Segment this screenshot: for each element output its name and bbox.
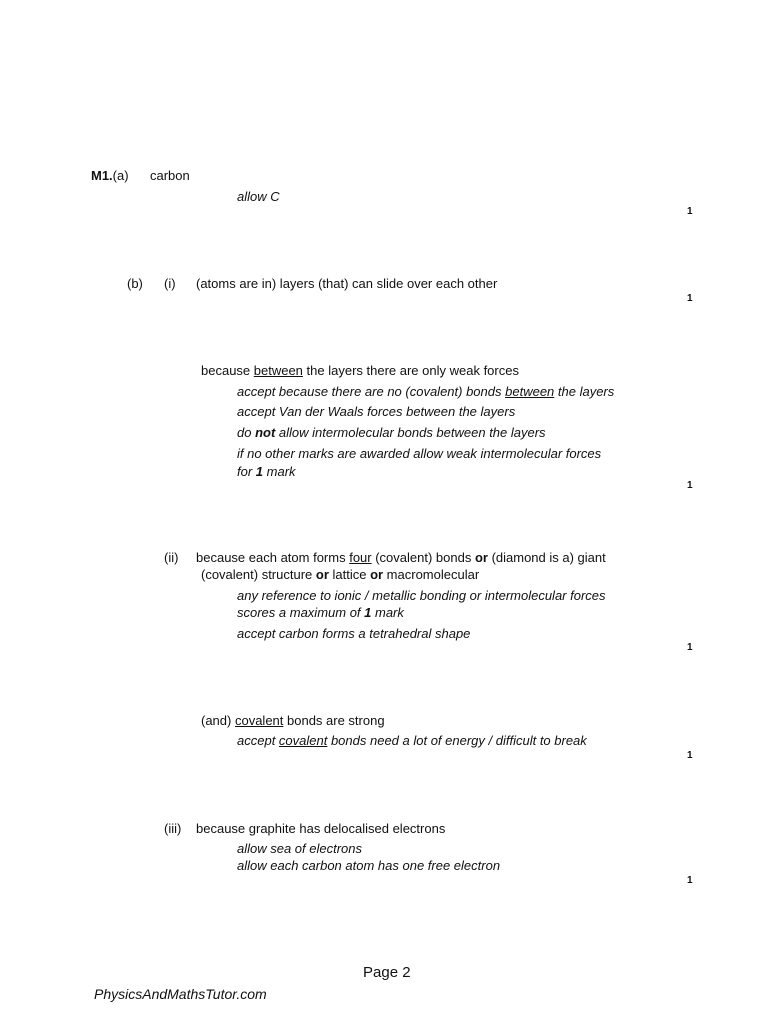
part-iii-answer: because graphite has delocalised electrons (196, 821, 446, 836)
text: allow intermolecular bonds between the layers (275, 425, 546, 440)
mark-4: 1 (687, 642, 693, 653)
part-i-note-3 (237, 424, 546, 441)
mark-3: 1 (687, 480, 693, 491)
part-i-note-5 (237, 463, 296, 480)
text: scores a maximum of (237, 605, 365, 620)
text: do (237, 425, 256, 440)
text: mark (371, 605, 404, 620)
part-i-second-answer (201, 362, 519, 379)
part-iii-label: (iii) (164, 821, 182, 836)
part-a-note: allow C (237, 189, 280, 204)
mark-5: 1 (687, 750, 693, 761)
part-ii-second-note (237, 732, 587, 749)
mark-2: 1 (687, 293, 693, 304)
text: (covalent) bonds (371, 550, 475, 565)
part-a-answer: carbon (150, 168, 190, 183)
bold-text: not (255, 425, 276, 440)
text: accept because there are no (covalent) bonds (237, 384, 506, 399)
mark-6: 1 (687, 875, 693, 886)
bold-text: or (315, 567, 329, 582)
question-label (91, 167, 129, 184)
part-iii-note-1: allow sea of electrons (237, 841, 363, 856)
part-iii-note-2: allow each carbon atom has one free electron (237, 858, 501, 873)
underlined-text: covalent (278, 733, 328, 748)
text: mark (263, 464, 296, 479)
text: for (237, 464, 256, 479)
part-ii-note-1: any reference to ionic / metallic bonding or intermolecular forces (237, 588, 606, 603)
text: (and) (201, 713, 235, 728)
underlined-text: between (505, 384, 555, 399)
underlined-text: covalent (234, 713, 284, 728)
part-ii-answer-line-2 (201, 566, 479, 583)
part-i-note-4: if no other marks are awarded allow weak intermolecular forces (237, 446, 602, 461)
text: the layers there are only weak forces (302, 363, 519, 378)
bold-text: or (370, 567, 384, 582)
bold-text: 1 (255, 464, 264, 479)
bold-text: 1 (364, 605, 372, 620)
part-i-answer: (atoms are in) layers (that) can slide over each other (196, 276, 498, 291)
text: because (201, 363, 254, 378)
bold-text: or (474, 550, 488, 565)
text: bonds need a lot of energy / difficult to break (327, 733, 587, 748)
text: macromolecular (383, 567, 480, 582)
text: lattice (328, 567, 371, 582)
question-number: M1. (91, 168, 113, 183)
text: because each atom forms (196, 550, 350, 565)
part-ii-note-2 (237, 604, 404, 621)
part-i-note-1 (237, 383, 614, 400)
part-i-label: (i) (164, 276, 176, 291)
footer-site-link[interactable]: PhysicsAndMathsTutor.com (94, 986, 267, 1002)
text: (covalent) structure (201, 567, 316, 582)
text: accept (237, 733, 279, 748)
underlined-text: between (253, 363, 303, 378)
part-ii-answer-line-1 (196, 549, 606, 566)
text: bonds are strong (283, 713, 385, 728)
part-ii-second-answer (201, 712, 385, 729)
part-a-label: (a) (112, 168, 129, 183)
part-ii-note-3: accept carbon forms a tetrahedral shape (237, 626, 471, 641)
part-i-note-2: accept Van der Waals forces between the layers (237, 404, 516, 419)
page-number: Page 2 (363, 964, 411, 981)
text: (diamond is a) giant (487, 550, 606, 565)
part-b-label: (b) (127, 276, 143, 291)
mark-1: 1 (687, 206, 693, 217)
text: the layers (554, 384, 615, 399)
part-ii-label: (ii) (164, 550, 179, 565)
underlined-text: four (349, 550, 372, 565)
